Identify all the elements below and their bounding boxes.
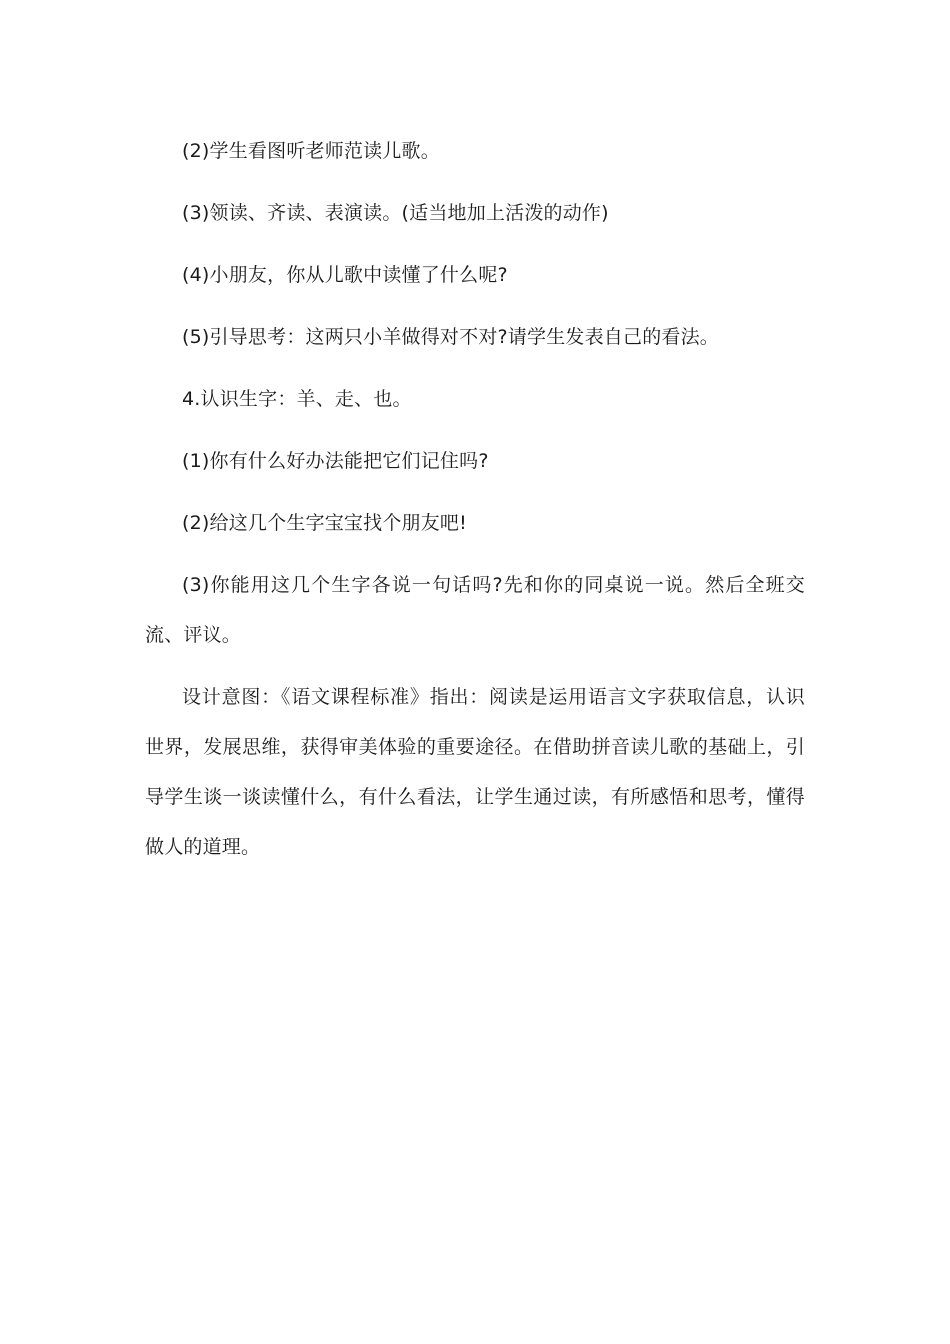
paragraph-step-4: (4)小朋友，你从儿歌中读懂了什么呢? [182,264,508,286]
paragraph-learn-characters: 4.认识生字：羊、走、也。 [182,388,412,410]
paragraph-substep-3: (3)你能用这几个生字各说一句话吗?先和你的同桌说一说。然后全班交流、评议。 [145,574,805,646]
paragraph-substep-1: (1)你有什么好办法能把它们记住吗? [182,450,489,472]
paragraph-step-5: (5)引导思考：这两只小羊做得对不对?请学生发表自己的看法。 [182,326,719,348]
paragraph-step-3: (3)领读、齐读、表演读。(适当地加上活泼的动作) [182,202,609,224]
paragraph-step-2: (2)学生看图听老师范读儿歌。 [182,140,440,162]
document-page [145,0,805,872]
paragraph-design-intent: 设计意图：《语文课程标准》指出：阅读是运用语言文字获取信息，认识世界，发展思维，获得审美体验的重要途径。在借助拼音读儿歌的基础上，引导学生谈一谈读懂什么，有什么看法，让学生通过读，有所感悟和思考，懂得做人的道理。 [145,686,805,858]
paragraph-substep-2: (2)给这几个生字宝宝找个朋友吧! [182,512,467,534]
